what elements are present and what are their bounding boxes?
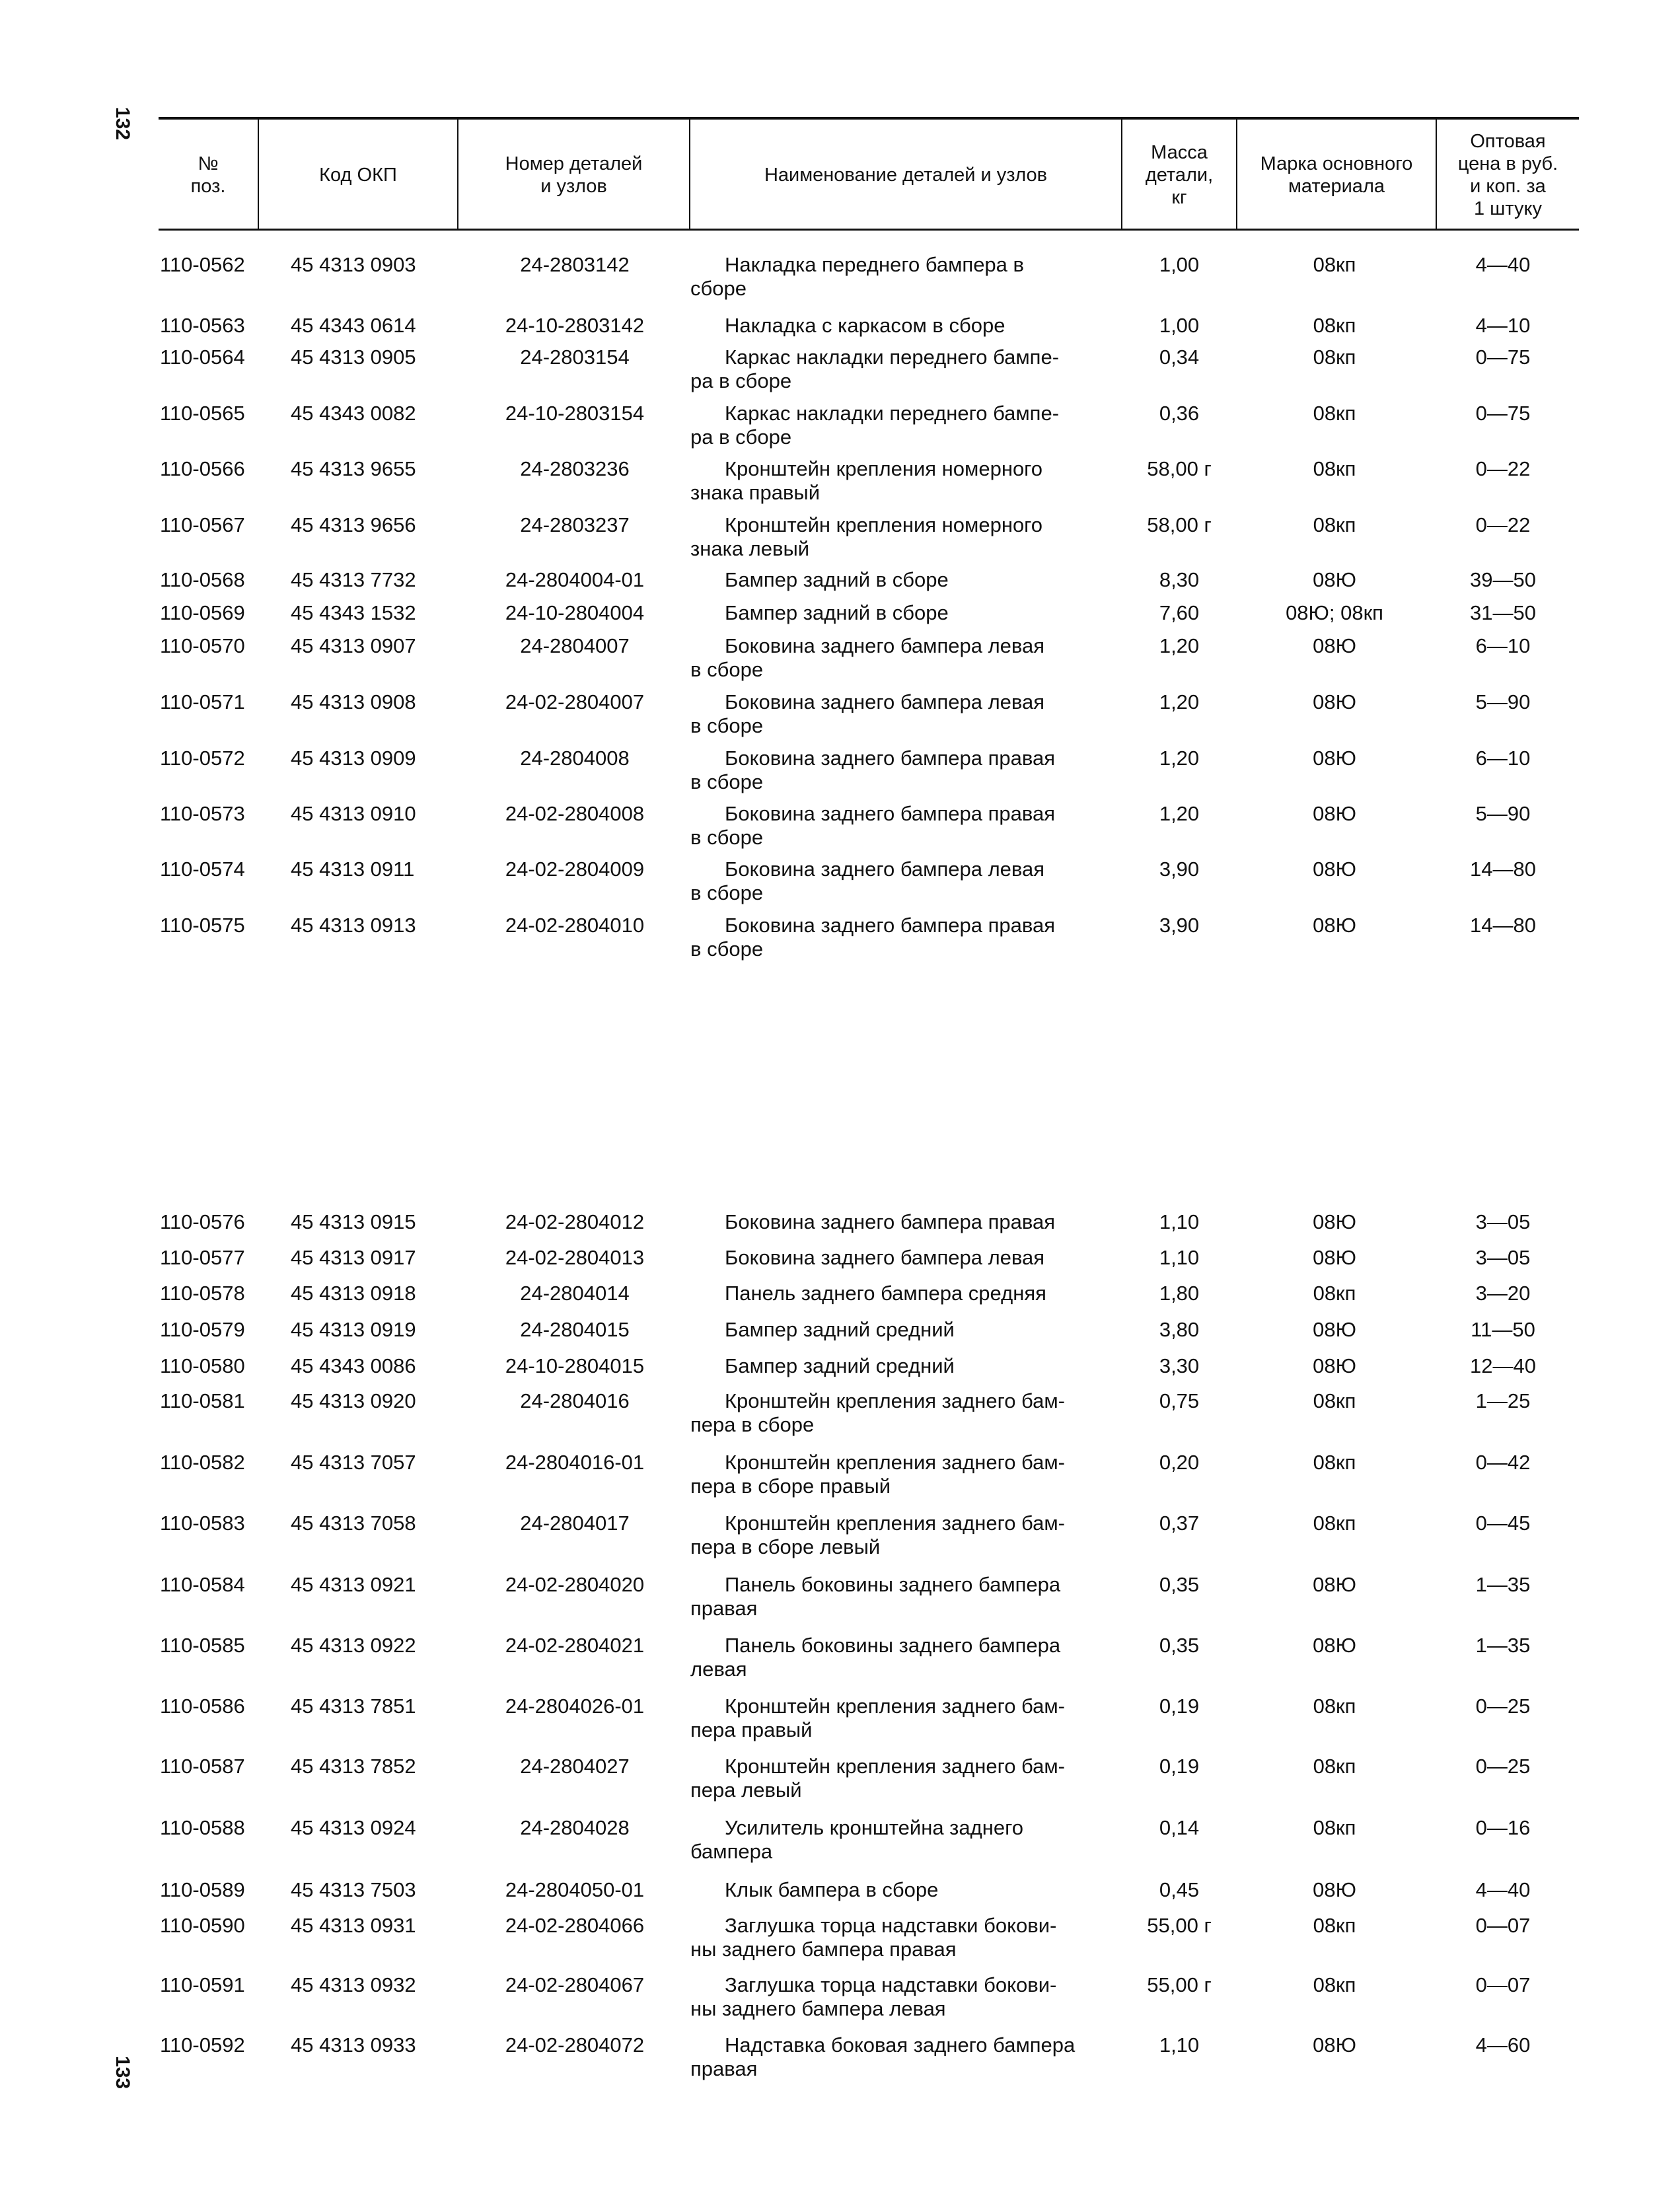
cell-part-name: Кронштейн крепления заднего бам- пера правый [690,1695,1065,1741]
cell-material: 08Ю [1313,914,1356,937]
cell-okp-code: 45 4343 0082 [291,402,416,425]
cell-material: 08Ю [1313,1354,1356,1377]
cell-part-number: 24-2804016-01 [505,1451,645,1474]
cell-part-name: Боковина заднего бампера левая в сборе [690,690,1045,737]
cell-part-name: Накладка переднего бампера в сборе [690,253,1024,300]
cell-okp-code: 45 4313 0924 [291,1816,416,1839]
cell-okp-code: 45 4313 9655 [291,457,416,480]
cell-part-number: 24-2804016 [520,1389,630,1412]
cell-mass: 3,90 [1159,857,1200,881]
cell-material: 08кп [1313,1973,1356,1996]
cell-part-name: Заглушка торца надставки бокови- ны заднего бампера правая [690,1914,1057,1961]
cell-price: 0—07 [1475,1914,1531,1937]
cell-part-number: 24-02-2804012 [505,1210,645,1233]
cell-mass: 0,19 [1159,1755,1200,1778]
cell-price: 31—50 [1470,601,1536,624]
cell-price: 0—75 [1475,402,1531,425]
cell-part-number: 24-02-2804007 [505,690,645,713]
cell-okp-code: 45 4313 0918 [291,1282,416,1305]
cell-okp-code: 45 4313 0920 [291,1389,416,1412]
header-name: Наименование деталей и узлов [764,164,1048,186]
cell-mass: 0,75 [1159,1389,1200,1412]
cell-part-name: Панель боковины заднего бампера левая [690,1634,1061,1681]
cell-price: 39—50 [1470,568,1536,591]
cell-material: 08кп [1313,1389,1356,1412]
cell-material: 08Ю [1313,1634,1356,1657]
cell-okp-code: 45 4313 0917 [291,1246,416,1269]
cell-okp-code: 45 4313 7057 [291,1451,416,1474]
cell-price: 3—20 [1475,1282,1531,1305]
cell-position: 110-0566 [160,457,245,480]
header-part-number: Номер деталей и узлов [505,153,643,197]
cell-position: 110-0563 [160,314,245,337]
cell-material: 08кп [1313,1914,1356,1937]
cell-material: 08Ю [1313,690,1356,713]
cell-part-number: 24-10-2803142 [505,314,645,337]
cell-mass: 1,20 [1159,690,1200,713]
cell-part-number: 24-02-2804009 [505,857,645,881]
cell-mass: 7,60 [1159,601,1200,624]
cell-position: 110-0571 [160,690,245,713]
cell-part-number: 24-02-2804067 [505,1973,645,1996]
cell-part-number: 24-2803154 [520,346,630,369]
cell-position: 110-0577 [160,1246,245,1269]
cell-okp-code: 45 4313 0910 [291,802,416,825]
cell-position: 110-0590 [160,1914,245,1937]
cell-price: 5—90 [1475,690,1531,713]
cell-part-name: Накладка с каркасом в сборе [725,314,1005,337]
cell-mass: 58,00 г [1147,513,1212,536]
cell-material: 08Ю [1313,634,1356,657]
cell-position: 110-0575 [160,914,245,937]
cell-mass: 0,19 [1159,1695,1200,1718]
cell-material: 08Ю [1313,1246,1356,1269]
header-okp: Код ОКП [319,164,397,186]
cell-material: 08кп [1313,1512,1356,1535]
cell-okp-code: 45 4313 7058 [291,1512,416,1535]
cell-part-name: Кронштейн крепления заднего бам- пера в сборе правый [690,1451,1065,1498]
cell-part-number: 24-02-2804072 [505,2033,645,2057]
table-top-rule [159,117,1579,120]
cell-position: 110-0576 [160,1210,245,1233]
cell-price: 12—40 [1470,1354,1536,1377]
cell-mass: 1,80 [1159,1282,1200,1305]
cell-position: 110-0592 [160,2033,245,2057]
cell-mass: 1,20 [1159,634,1200,657]
cell-part-name: Каркас накладки переднего бампе- ра в сборе [690,346,1060,392]
cell-okp-code: 45 4313 9656 [291,513,416,536]
cell-price: 0—42 [1475,1451,1531,1474]
cell-okp-code: 45 4313 7732 [291,568,416,591]
cell-position: 110-0582 [160,1451,245,1474]
cell-mass: 0,35 [1159,1634,1200,1657]
cell-position: 110-0573 [160,802,245,825]
cell-okp-code: 45 4313 0903 [291,253,416,276]
cell-part-name: Панель боковины заднего бампера правая [690,1573,1061,1620]
cell-part-name: Боковина заднего бампера левая в сборе [690,634,1045,681]
cell-part-name: Бампер задний средний [725,1354,955,1377]
cell-okp-code: 45 4313 7851 [291,1695,416,1718]
cell-position: 110-0579 [160,1318,245,1341]
cell-part-name: Усилитель кронштейна заднего бампера [690,1816,1023,1863]
cell-part-number: 24-02-2804066 [505,1914,645,1937]
cell-material: 08Ю [1313,857,1356,881]
cell-part-number: 24-02-2804020 [505,1573,645,1596]
cell-mass: 1,10 [1159,1210,1200,1233]
cell-material: 08Ю [1313,802,1356,825]
cell-part-name: Боковина заднего бампера правая в сборе [690,747,1056,793]
cell-position: 110-0581 [160,1389,245,1412]
cell-part-number: 24-2804026-01 [505,1695,645,1718]
cell-position: 110-0574 [160,857,245,881]
cell-price: 14—80 [1470,857,1536,881]
cell-part-name: Боковина заднего бампера правая [725,1210,1056,1233]
cell-part-name: Надставка боковая заднего бампера правая [690,2033,1076,2080]
cell-part-name: Боковина заднего бампера правая в сборе [690,914,1056,961]
cell-part-name: Заглушка торца надставки бокови- ны заднего бампера левая [690,1973,1057,2020]
cell-position: 110-0562 [160,253,245,276]
cell-price: 6—10 [1475,634,1531,657]
cell-material: 08Ю; 08кп [1286,601,1383,624]
cell-mass: 55,00 г [1147,1973,1212,1996]
cell-price: 0—25 [1475,1695,1531,1718]
cell-price: 4—60 [1475,2033,1531,2057]
cell-part-number: 24-02-2804010 [505,914,645,937]
cell-price: 4—10 [1475,314,1531,337]
cell-mass: 0,37 [1159,1512,1200,1535]
cell-part-number: 24-2804017 [520,1512,630,1535]
cell-material: 08кп [1313,1282,1356,1305]
cell-part-number: 24-10-2804015 [505,1354,645,1377]
cell-price: 14—80 [1470,914,1536,937]
cell-material: 08Ю [1313,568,1356,591]
cell-mass: 3,90 [1159,914,1200,937]
cell-part-name: Кронштейн крепления номерного знака правый [690,457,1043,504]
cell-material: 08Ю [1313,1210,1356,1233]
cell-price: 0—16 [1475,1816,1531,1839]
cell-part-name: Кронштейн крепления заднего бам- пера в сборе [690,1389,1065,1436]
cell-part-name: Панель заднего бампера средняя [725,1282,1046,1305]
cell-part-name: Кронштейн крепления заднего бам- пера в сборе левый [690,1512,1065,1558]
cell-part-name: Клык бампера в сборе [725,1878,939,1901]
header-material: Марка основного материала [1260,153,1413,197]
cell-part-number: 24-2803236 [520,457,630,480]
cell-price: 3—05 [1475,1246,1531,1269]
cell-part-number: 24-02-2804021 [505,1634,645,1657]
cell-position: 110-0570 [160,634,245,657]
cell-price: 0—22 [1475,513,1531,536]
cell-part-name: Боковина заднего бампера левая [725,1246,1045,1269]
cell-position: 110-0580 [160,1354,245,1377]
cell-material: 08кп [1313,314,1356,337]
cell-part-number: 24-2803237 [520,513,630,536]
cell-mass: 0,14 [1159,1816,1200,1839]
cell-material: 08Ю [1313,747,1356,770]
cell-mass: 1,20 [1159,802,1200,825]
cell-mass: 1,10 [1159,2033,1200,2057]
cell-mass: 0,36 [1159,402,1200,425]
cell-mass: 1,00 [1159,253,1200,276]
cell-part-name: Кронштейн крепления номерного знака левый [690,513,1043,560]
cell-price: 0—25 [1475,1755,1531,1778]
cell-part-name: Бампер задний в сборе [725,601,949,624]
cell-position: 110-0588 [160,1816,245,1839]
cell-position: 110-0587 [160,1755,245,1778]
table-header-bottom-rule [159,229,1579,231]
cell-position: 110-0583 [160,1512,245,1535]
cell-mass: 3,80 [1159,1318,1200,1341]
header-mass: Масса детали, кг [1145,142,1214,208]
cell-okp-code: 45 4313 0911 [291,857,415,881]
cell-part-number: 24-2804008 [520,747,630,770]
cell-part-number: 24-10-2804004 [505,601,645,624]
cell-material: 08Ю [1313,1318,1356,1341]
cell-okp-code: 45 4343 0086 [291,1354,416,1377]
cell-mass: 0,35 [1159,1573,1200,1596]
cell-part-name: Бампер задний в сборе [725,568,949,591]
cell-part-name: Боковина заднего бампера левая в сборе [690,857,1045,904]
cell-mass: 1,00 [1159,314,1200,337]
cell-material: 08кп [1313,1451,1356,1474]
cell-material: 08кп [1313,402,1356,425]
cell-part-number: 24-2804050-01 [505,1878,645,1901]
cell-material: 08Ю [1313,1573,1356,1596]
cell-material: 08Ю [1313,2033,1356,2057]
cell-price: 0—07 [1475,1973,1531,1996]
cell-okp-code: 45 4343 0614 [291,314,416,337]
cell-okp-code: 45 4313 0908 [291,690,416,713]
cell-position: 110-0567 [160,513,245,536]
cell-part-name: Бампер задний средний [725,1318,955,1341]
cell-part-number: 24-2803142 [520,253,630,276]
cell-price: 4—40 [1475,253,1531,276]
cell-mass: 0,45 [1159,1878,1200,1901]
cell-position: 110-0584 [160,1573,245,1596]
cell-material: 08кп [1313,1695,1356,1718]
cell-position: 110-0589 [160,1878,245,1901]
cell-okp-code: 45 4313 0905 [291,346,416,369]
cell-mass: 0,20 [1159,1451,1200,1474]
cell-okp-code: 45 4313 0919 [291,1318,416,1341]
cell-okp-code: 45 4313 0932 [291,1973,416,1996]
cell-okp-code: 45 4313 7852 [291,1755,416,1778]
cell-part-name: Кронштейн крепления заднего бам- пера левый [690,1755,1065,1802]
cell-position: 110-0585 [160,1634,245,1657]
cell-part-number: 24-2804007 [520,634,630,657]
page-number-bottom: 133 [112,2055,134,2090]
cell-mass: 1,20 [1159,747,1200,770]
cell-part-number: 24-2804004-01 [505,568,645,591]
cell-position: 110-0564 [160,346,245,369]
page-number-top: 132 [112,106,134,141]
cell-part-name: Боковина заднего бампера правая в сборе [690,802,1056,849]
cell-okp-code: 45 4313 0933 [291,2033,416,2057]
cell-price: 1—35 [1475,1634,1531,1657]
cell-okp-code: 45 4313 0931 [291,1914,416,1937]
cell-price: 6—10 [1475,747,1531,770]
cell-price: 0—75 [1475,346,1531,369]
cell-position: 110-0586 [160,1695,245,1718]
cell-mass: 1,10 [1159,1246,1200,1269]
cell-price: 11—50 [1471,1318,1535,1341]
cell-mass: 0,34 [1159,346,1200,369]
cell-part-number: 24-2804014 [520,1282,630,1305]
cell-okp-code: 45 4313 0913 [291,914,416,937]
cell-part-number: 24-10-2803154 [505,402,645,425]
cell-part-name: Каркас накладки переднего бампе- ра в сборе [690,402,1060,449]
cell-okp-code: 45 4313 7503 [291,1878,416,1901]
cell-material: 08Ю [1313,1878,1356,1901]
cell-okp-code: 45 4313 0909 [291,747,416,770]
cell-price: 0—45 [1475,1512,1531,1535]
cell-position: 110-0565 [160,402,245,425]
cell-price: 1—25 [1475,1389,1531,1412]
cell-okp-code: 45 4313 0922 [291,1634,416,1657]
cell-part-number: 24-2804028 [520,1816,630,1839]
cell-mass: 8,30 [1159,568,1200,591]
cell-position: 110-0578 [160,1282,245,1305]
cell-material: 08кп [1313,253,1356,276]
cell-mass: 3,30 [1159,1354,1200,1377]
header-price: Оптовая цена в руб. и коп. за 1 штуку [1457,131,1558,219]
cell-material: 08кп [1313,457,1356,480]
cell-price: 1—35 [1475,1573,1531,1596]
cell-position: 110-0568 [160,568,245,591]
cell-price: 0—22 [1475,457,1531,480]
cell-material: 08кп [1313,346,1356,369]
cell-price: 5—90 [1475,802,1531,825]
cell-position: 110-0572 [160,747,245,770]
cell-position: 110-0569 [160,601,245,624]
cell-okp-code: 45 4313 0915 [291,1210,416,1233]
cell-material: 08кп [1313,1755,1356,1778]
cell-okp-code: 45 4343 1532 [291,601,416,624]
header-pos: № поз. [190,153,226,197]
cell-part-number: 24-02-2804013 [505,1246,645,1269]
cell-material: 08кп [1313,1816,1356,1839]
cell-part-number: 24-2804015 [520,1318,630,1341]
cell-price: 3—05 [1475,1210,1531,1233]
cell-mass: 58,00 г [1147,457,1212,480]
cell-mass: 55,00 г [1147,1914,1212,1937]
cell-part-number: 24-2804027 [520,1755,630,1778]
cell-material: 08кп [1313,513,1356,536]
cell-okp-code: 45 4313 0921 [291,1573,416,1596]
cell-price: 4—40 [1475,1878,1531,1901]
cell-part-number: 24-02-2804008 [505,802,645,825]
cell-okp-code: 45 4313 0907 [291,634,416,657]
cell-position: 110-0591 [160,1973,245,1996]
